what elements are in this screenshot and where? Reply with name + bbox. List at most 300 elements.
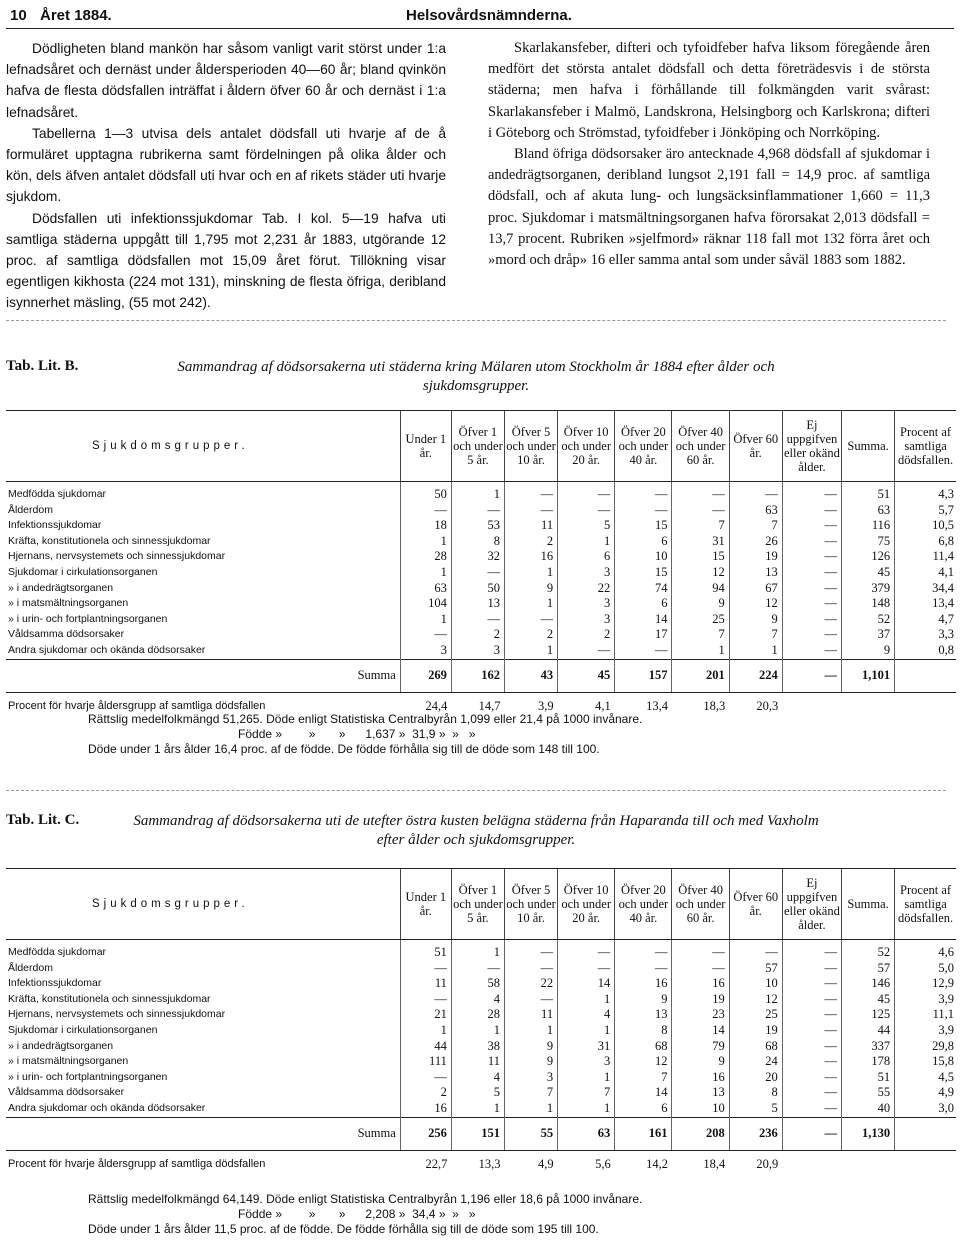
- table-cell: 3: [400, 643, 451, 659]
- table-cell: 3: [504, 1070, 557, 1086]
- table-cell: 12: [729, 992, 782, 1008]
- table-cell: 1: [504, 565, 557, 581]
- table-cell: 16: [672, 1070, 729, 1086]
- row-name: Sjukdomar i cirkulationsorganen: [8, 1023, 158, 1036]
- row-name: Kräfta, konstitutionela och sinnessjukdomar: [8, 992, 211, 1005]
- column-header: Procent af samtliga dödsfallen.: [895, 869, 956, 940]
- row-name: Medfödda sjukdomar: [8, 488, 107, 500]
- table-cell: 11,1: [895, 1007, 956, 1023]
- row-name: Ålderdom: [8, 961, 53, 974]
- table-cell: —: [558, 940, 615, 961]
- table-cell: 1: [558, 992, 615, 1008]
- sum-cell: 256: [400, 1117, 451, 1150]
- table-cell: 2: [451, 627, 504, 643]
- table-cell: 1: [558, 1023, 615, 1039]
- table-cell: 116: [842, 518, 895, 534]
- table-cell: —: [558, 961, 615, 977]
- table-cell: 28: [451, 1007, 504, 1023]
- table-cell: 15: [672, 549, 729, 565]
- table-header-row: [6, 869, 956, 940]
- percent-cell: 22,7: [425, 1156, 448, 1171]
- table-cell: 9: [504, 581, 557, 597]
- sum-cell: 43: [504, 659, 557, 692]
- percent-cell: 13,4: [646, 698, 668, 713]
- table-cell: 11: [400, 976, 451, 992]
- table-cell: —: [451, 503, 504, 519]
- table-cell: 148: [842, 596, 895, 612]
- table-b-caption: Sammandrag af dödsorsakerna uti städerna kring Mälaren utom Stockholm år 1884 efter ålder och sjukdomsgrupper.: [177, 359, 775, 394]
- table-cell: 1: [451, 482, 504, 503]
- table-cell: 22: [558, 581, 615, 597]
- column-header: Öfver 1 och under 5 år.: [451, 869, 504, 940]
- sum-cell: 1,130: [842, 1117, 895, 1150]
- table-row: [6, 643, 956, 659]
- percent-cell: 20,9: [756, 1156, 779, 1171]
- row-name: Andra sjukdomar och okända dödsorsaker: [8, 1101, 206, 1114]
- note-line: Rättslig medelfolkmängd 64,149. Döde enligt Statistiska Centralbyrån 1,196 eller 18,6 på 1000 invånare.: [88, 1192, 643, 1206]
- table-cell: 1: [451, 1023, 504, 1039]
- sum-cell: [895, 1117, 956, 1150]
- table-cell: —: [782, 1054, 841, 1070]
- table-cell: 63: [729, 503, 782, 519]
- table-cell: 14: [558, 976, 615, 992]
- sum-label: Summa: [6, 659, 400, 692]
- table-cell: 11: [504, 518, 557, 534]
- table-cell: 52: [842, 940, 895, 961]
- table-cell: 5,7: [895, 503, 956, 519]
- percent-cell: 3,9: [537, 698, 554, 713]
- table-cell: 51: [842, 1070, 895, 1086]
- table-cell: 16: [400, 1101, 451, 1117]
- row-name: Infektionssjukdomar: [8, 519, 102, 532]
- sum-cell: 55: [504, 1117, 557, 1150]
- note-line: Döde under 1 års ålder 11,5 proc. af de födde. De födde förhålla sig till de döde som 195 till 100.: [88, 1222, 599, 1236]
- table-cell: 57: [729, 961, 782, 977]
- sum-cell: 157: [615, 659, 672, 692]
- table-row: [6, 1054, 956, 1070]
- note-line: Födde » » » 1,637 » 31,9 » » »: [88, 727, 476, 741]
- table-cell: 3: [558, 1054, 615, 1070]
- table-cell: 125: [842, 1007, 895, 1023]
- column-header: Öfver 20 och under 40 år.: [615, 411, 672, 482]
- paragraph: Tabellerna 1—3 utvisa dels antalet dödsfall uti hvarje af de å formuläret upptagna rubrikerna samt fördelningen på olika ålder och kön, dels äfven antalet dödsfall uti hvar och en af rikets städer uti hvarje sjukdom.: [6, 125, 446, 205]
- table-cell: 9: [504, 1054, 557, 1070]
- table-cell: 126: [842, 549, 895, 565]
- table-c-caption: Sammandrag af dödsorsakerna uti de utefter östra kusten belägna städerna från Haparanda till och med Vaxholm efter ålder och sjukdomsgrupper.: [133, 813, 819, 848]
- sum-cell: 236: [729, 1117, 782, 1150]
- table-cell: 63: [400, 581, 451, 597]
- table-cell: 67: [729, 581, 782, 597]
- table-cell: 1: [672, 643, 729, 659]
- table-cell: 12: [729, 596, 782, 612]
- row-name: Infektionssjukdomar: [8, 977, 102, 990]
- row-name: Hjernans, nervsystemets och sinnessjukdomar: [8, 1008, 226, 1021]
- table-cell: 4,3: [895, 482, 956, 503]
- table-cell: 11,4: [895, 549, 956, 565]
- paragraph: Bland öfriga dödsorsaker äro antecknade 4,968 dödsfall af sjukdomar i andedrägtsorganen, deribland lungsot 2,191 fall = 14,9 proc. af samtliga dödsfall, och af akuta lung- och lungsäcksinflammationer 1,660 = 11,3 proc. Sjukdomar i matsmältningsorganen hafva förorsakat 2,013 dödsfall = 13,7 procent. Rubriken »sjelfmord» räknar 118 fall mot 132 förra året och »mord och dråp» 16 eller samma antal som under såväl 1883 som 1882.: [488, 146, 930, 269]
- table-row: [6, 976, 956, 992]
- note-line: Rättslig medelfolkmängd 51,265. Döde enligt Statistiska Centralbyrån 1,099 eller 21,4 på 1000 invånare.: [88, 712, 643, 726]
- table-cell: 12,9: [895, 976, 956, 992]
- table-cell: 5,0: [895, 961, 956, 977]
- table-cell: 21: [400, 1007, 451, 1023]
- table-cell: —: [782, 961, 841, 977]
- table-b: [6, 410, 956, 717]
- table-cell: —: [729, 482, 782, 503]
- percent-cell: 5,6: [595, 1156, 611, 1171]
- table-cell: 3: [558, 596, 615, 612]
- table-cell: —: [782, 1007, 841, 1023]
- table-cell: 16: [504, 549, 557, 565]
- row-name: » i andedrägtsorganen: [8, 1039, 114, 1052]
- table-cell: 146: [842, 976, 895, 992]
- table-cell: 1: [504, 1023, 557, 1039]
- table-cell: 2: [558, 627, 615, 643]
- table-row: [6, 596, 956, 612]
- table-cell: 10: [729, 976, 782, 992]
- table-cell: 13,4: [895, 596, 956, 612]
- row-name: Våldsamma dödsorsaker: [8, 628, 125, 641]
- column-header: Ej uppgifven eller okänd ålder.: [782, 869, 841, 940]
- table-cell: 7: [672, 518, 729, 534]
- table-cell: 1: [504, 596, 557, 612]
- table-cell: 32: [451, 549, 504, 565]
- column-header: Öfver 40 och under 60 år.: [672, 869, 729, 940]
- table-row: [6, 549, 956, 565]
- table-cell: —: [672, 482, 729, 503]
- row-name: » i andedrägtsorganen: [8, 581, 114, 594]
- table-cell: —: [615, 503, 672, 519]
- table-cell: 2: [400, 1085, 451, 1101]
- table-cell: —: [400, 1070, 451, 1086]
- table-cell: —: [615, 961, 672, 977]
- table-cell: —: [504, 961, 557, 977]
- row-name: Våldsamma dödsorsaker: [8, 1086, 125, 1099]
- table-cell: 1: [400, 612, 451, 628]
- table-cell: 45: [842, 992, 895, 1008]
- table-cell: 4: [451, 992, 504, 1008]
- table-cell: —: [451, 612, 504, 628]
- table-cell: 79: [672, 1039, 729, 1055]
- table-cell: 57: [842, 961, 895, 977]
- table-cell: —: [504, 503, 557, 519]
- table-cell: 4,6: [895, 940, 956, 961]
- column-header: Öfver 5 och under 10 år.: [504, 869, 557, 940]
- table-cell: 5: [558, 518, 615, 534]
- percent-cell: 24,4: [425, 698, 448, 713]
- table-cell: —: [451, 961, 504, 977]
- table-cell: 6,8: [895, 534, 956, 550]
- column-header: Sjukdomsgrupper.: [6, 869, 400, 940]
- table-cell: 0,8: [895, 643, 956, 659]
- table-cell: 26: [729, 534, 782, 550]
- table-cell: 1: [400, 534, 451, 550]
- table-cell: 3: [558, 612, 615, 628]
- table-cell: 9: [504, 1039, 557, 1055]
- table-cell: 13: [729, 565, 782, 581]
- table-cell: 16: [672, 976, 729, 992]
- table-cell: 10,5: [895, 518, 956, 534]
- table-cell: 1: [558, 1070, 615, 1086]
- table-cell: —: [504, 940, 557, 961]
- table-cell: 44: [400, 1039, 451, 1055]
- paragraph: Skarlakansfeber, difteri och tyfoidfeber hafva liksom föregående åren medfört det största antalet dödsfall och detta företrädesvis i de största städerna; men hafva i förhållande till folkmängden varit svårast: Skarlakansfeber i Malmö, Landskrona, Helsingborg och Karlskrona; difteri i Göteborg och Strömstad, tyfoidfeber i Jönköping och Norrköping.: [488, 40, 930, 141]
- table-cell: —: [451, 565, 504, 581]
- table-cell: —: [782, 627, 841, 643]
- table-cell: 17: [615, 627, 672, 643]
- column-header: Summa.: [842, 411, 895, 482]
- table-cell: 11: [451, 1054, 504, 1070]
- table-cell: 4: [451, 1070, 504, 1086]
- table-cell: —: [782, 1101, 841, 1117]
- right-text-column: [488, 38, 930, 271]
- table-cell: 4: [558, 1007, 615, 1023]
- table-cell: 14: [615, 1085, 672, 1101]
- table-cell: 13: [672, 1085, 729, 1101]
- table-cell: 7: [672, 627, 729, 643]
- table-cell: 104: [400, 596, 451, 612]
- sum-cell: 162: [451, 659, 504, 692]
- table-cell: 16: [615, 976, 672, 992]
- table-cell: 29,8: [895, 1039, 956, 1055]
- table-cell: 5: [451, 1085, 504, 1101]
- section-divider: [6, 320, 946, 321]
- running-title: Året 1884.: [40, 7, 112, 24]
- table-cell: 31: [672, 534, 729, 550]
- sum-cell: 151: [451, 1117, 504, 1150]
- table-cell: 1: [558, 534, 615, 550]
- table-row: [6, 534, 956, 550]
- row-name: » i urin- och fortplantningsorganen: [8, 1070, 168, 1083]
- table-c-label: Tab. Lit. C.: [6, 812, 80, 828]
- table-cell: 1: [558, 1101, 615, 1117]
- table-cell: 53: [451, 518, 504, 534]
- table-row: [6, 961, 956, 977]
- percent-label: Procent för hvarje åldersgrupp af samtliga dödsfallen: [8, 1157, 266, 1170]
- table-row: [6, 1070, 956, 1086]
- table-cell: 40: [842, 1101, 895, 1117]
- table-cell: —: [782, 1085, 841, 1101]
- percent-cell: 20,3: [756, 698, 779, 713]
- sum-cell: [895, 659, 956, 692]
- table-cell: 6: [615, 534, 672, 550]
- row-name: Kräfta, konstitutionela och sinnessjukdomar: [8, 534, 211, 547]
- table-cell: 20: [729, 1070, 782, 1086]
- table-cell: —: [504, 992, 557, 1008]
- table-cell: 1: [400, 1023, 451, 1039]
- sum-label: Summa: [6, 1117, 400, 1150]
- table-row: [6, 565, 956, 581]
- percent-cell: 4,9: [537, 1156, 554, 1171]
- table-cell: —: [782, 534, 841, 550]
- column-header: Öfver 60 år.: [729, 869, 782, 940]
- table-cell: 111: [400, 1054, 451, 1070]
- table-cell: 10: [615, 549, 672, 565]
- table-cell: 14: [672, 1023, 729, 1039]
- table-cell: 38: [451, 1039, 504, 1055]
- row-name: » i matsmältningsorganen: [8, 597, 129, 610]
- column-header: Under 1 år.: [400, 869, 451, 940]
- table-cell: 7: [504, 1085, 557, 1101]
- table-cell: —: [400, 503, 451, 519]
- table-cell: 4,5: [895, 1070, 956, 1086]
- table-cell: —: [558, 482, 615, 503]
- table-cell: 6: [615, 1101, 672, 1117]
- table-cell: 8: [729, 1085, 782, 1101]
- table-cell: 5: [729, 1101, 782, 1117]
- sum-row: [6, 1117, 956, 1150]
- table-row: [6, 612, 956, 628]
- table-cell: 15: [615, 565, 672, 581]
- table-cell: 52: [842, 612, 895, 628]
- table-cell: 1: [729, 643, 782, 659]
- table-cell: 51: [400, 940, 451, 961]
- table-cell: —: [400, 627, 451, 643]
- table-row: [6, 581, 956, 597]
- column-header: Öfver 1 och under 5 år.: [451, 411, 504, 482]
- table-cell: 7: [729, 518, 782, 534]
- percent-cell: 4,1: [595, 698, 611, 713]
- table-cell: —: [504, 482, 557, 503]
- table-cell: —: [782, 992, 841, 1008]
- table-cell: 10: [672, 1101, 729, 1117]
- table-cell: —: [782, 976, 841, 992]
- table-cell: 178: [842, 1054, 895, 1070]
- table-cell: 11: [504, 1007, 557, 1023]
- percent-cell: 13,3: [478, 1156, 501, 1171]
- column-header: Ej uppgifven eller okänd ålder.: [782, 411, 841, 482]
- column-header: Sjukdomsgrupper.: [6, 411, 400, 482]
- table-cell: 23: [672, 1007, 729, 1023]
- table-cell: —: [782, 1070, 841, 1086]
- table-cell: —: [782, 612, 841, 628]
- table-cell: 12: [615, 1054, 672, 1070]
- table-cell: 3,3: [895, 627, 956, 643]
- table-cell: —: [782, 643, 841, 659]
- table-cell: 2: [504, 627, 557, 643]
- note-line: Födde » » » 2,208 » 34,4 » » »: [88, 1207, 476, 1221]
- table-cell: 1: [451, 940, 504, 961]
- row-name: Sjukdomar i cirkulationsorganen: [8, 565, 158, 578]
- column-header: Öfver 10 och under 20 år.: [558, 869, 615, 940]
- table-cell: 15: [615, 518, 672, 534]
- table-cell: —: [400, 992, 451, 1008]
- table-cell: 19: [729, 1023, 782, 1039]
- table-cell: 14: [615, 612, 672, 628]
- table-cell: —: [782, 940, 841, 961]
- table-cell: 4,1: [895, 565, 956, 581]
- table-cell: —: [615, 482, 672, 503]
- table-cell: 8: [615, 1023, 672, 1039]
- table-cell: 3: [558, 565, 615, 581]
- percent-label: Procent för hvarje åldersgrupp af samtliga dödsfallen: [8, 699, 266, 712]
- row-name: Ålderdom: [8, 503, 53, 516]
- table-row: [6, 627, 956, 643]
- table-cell: —: [615, 940, 672, 961]
- table-cell: 45: [842, 565, 895, 581]
- paragraph: Dödsfallen uti infektionssjukdomar Tab. I kol. 5—19 hafva uti samtliga städerna uppgått till 1,795 mot 2,231 år 1883, utgörande 12 proc. af samtliga dödsfallen mot 15,09 året förut. Tillökning visar egentligen kikhosta (224 mot 131), minskning de flesta öfriga, deribland isynnerhet mäsling, (55 mot 242).: [6, 210, 446, 311]
- table-cell: —: [672, 940, 729, 961]
- row-name: Hjernans, nervsystemets och sinnessjukdomar: [8, 550, 226, 563]
- table-cell: —: [782, 581, 841, 597]
- table-row: [6, 518, 956, 534]
- percent-cell: 18,3: [703, 698, 726, 713]
- table-cell: 9: [672, 596, 729, 612]
- column-header: Under 1 år.: [400, 411, 451, 482]
- sum-cell: 63: [558, 1117, 615, 1150]
- table-cell: 3,9: [895, 1023, 956, 1039]
- table-cell: 379: [842, 581, 895, 597]
- table-b-label: Tab. Lit. B.: [6, 358, 79, 374]
- percent-cell: 14,2: [646, 1156, 668, 1171]
- table-cell: —: [400, 961, 451, 977]
- table-cell: 6: [615, 596, 672, 612]
- page-number: 10: [10, 7, 27, 24]
- table-cell: 68: [729, 1039, 782, 1055]
- table-cell: 7: [729, 627, 782, 643]
- row-name: Andra sjukdomar och okända dödsorsaker: [8, 643, 206, 656]
- percent-cell: 14,7: [478, 698, 501, 713]
- table-cell: 4,9: [895, 1085, 956, 1101]
- table-cell: 75: [842, 534, 895, 550]
- table-row: [6, 1085, 956, 1101]
- table-cell: —: [504, 612, 557, 628]
- table-cell: 9: [672, 1054, 729, 1070]
- table-cell: —: [782, 482, 841, 503]
- table-cell: 55: [842, 1085, 895, 1101]
- sum-cell: 201: [672, 659, 729, 692]
- page-header: [6, 4, 954, 29]
- table-row: [6, 1039, 956, 1055]
- table-cell: 58: [451, 976, 504, 992]
- table-cell: 2: [504, 534, 557, 550]
- column-header: Procent af samtliga dödsfallen.: [895, 411, 956, 482]
- section-divider: [6, 790, 946, 791]
- table-cell: 68: [615, 1039, 672, 1055]
- table-header-row: [6, 411, 956, 482]
- percent-row: [6, 1150, 956, 1175]
- row-name: » i matsmältningsorganen: [8, 1055, 129, 1068]
- table-cell: 28: [400, 549, 451, 565]
- table-cell: —: [558, 503, 615, 519]
- sum-cell: 269: [400, 659, 451, 692]
- sum-cell: 224: [729, 659, 782, 692]
- note-line: Döde under 1 års ålder 16,4 proc. af de födde. De födde förhålla sig till de döde som 148 till 100.: [88, 742, 600, 756]
- sum-cell: 45: [558, 659, 615, 692]
- table-row: [6, 482, 956, 503]
- table-cell: 8: [451, 534, 504, 550]
- left-text-column: [6, 38, 446, 314]
- table-cell: 337: [842, 1039, 895, 1055]
- table-cell: —: [782, 596, 841, 612]
- table-cell: 19: [672, 992, 729, 1008]
- table-cell: 7: [558, 1085, 615, 1101]
- table-cell: —: [782, 518, 841, 534]
- table-cell: 1: [504, 643, 557, 659]
- column-header: Summa.: [842, 869, 895, 940]
- table-cell: 9: [615, 992, 672, 1008]
- column-header: Öfver 40 och under 60 år.: [672, 411, 729, 482]
- table-cell: —: [782, 1023, 841, 1039]
- table-cell: 1: [504, 1101, 557, 1117]
- table-cell: 19: [729, 549, 782, 565]
- column-header: Öfver 60 år.: [729, 411, 782, 482]
- table-c: [6, 868, 956, 1175]
- table-cell: —: [672, 503, 729, 519]
- sum-cell: 1,101: [842, 659, 895, 692]
- table-cell: 24: [729, 1054, 782, 1070]
- table-cell: 7: [615, 1070, 672, 1086]
